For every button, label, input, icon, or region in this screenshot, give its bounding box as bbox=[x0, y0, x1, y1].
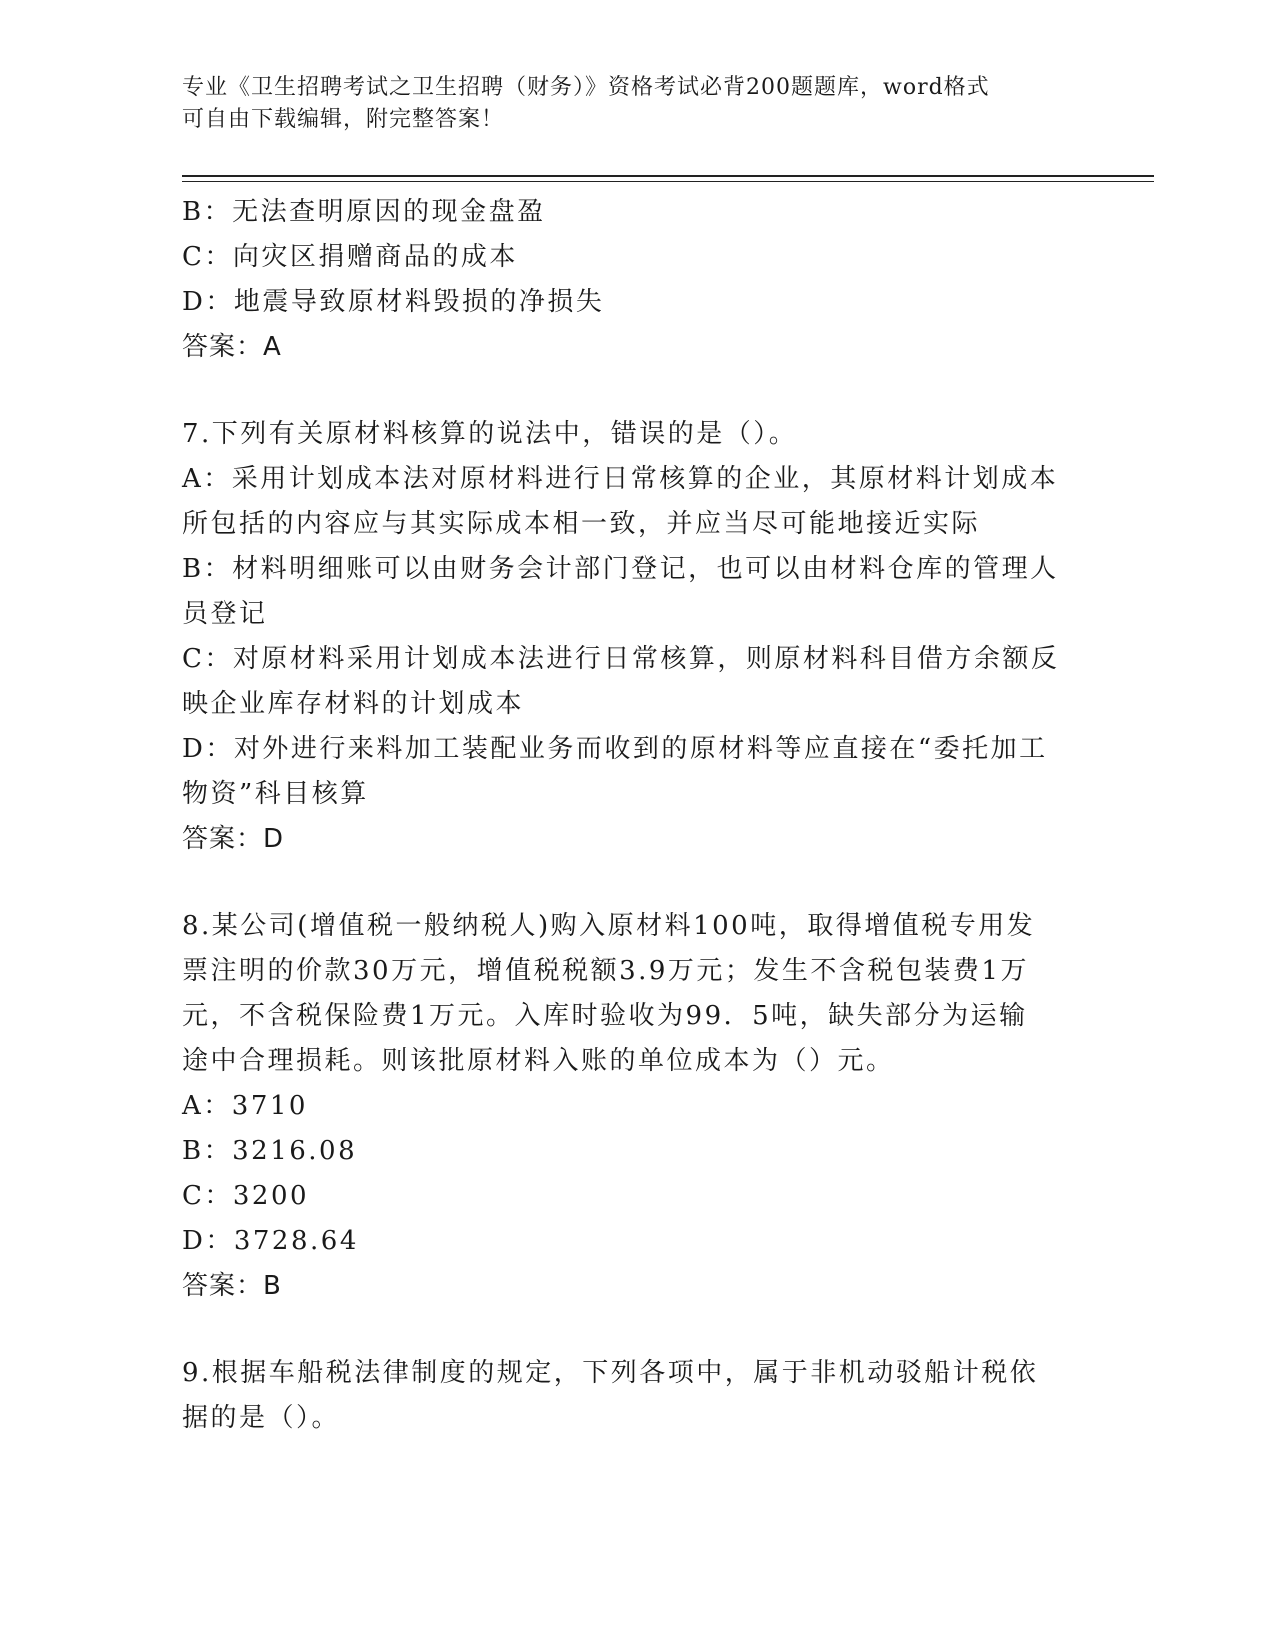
option-a: A：采用计划成本法对原材料进行日常核算的企业，其原材料计划成本 bbox=[182, 464, 1059, 494]
option-a: A：3710 bbox=[182, 1091, 308, 1121]
header-divider-thick bbox=[182, 175, 1154, 177]
option-d: D：地震导致原材料毁损的净损失 bbox=[182, 287, 605, 317]
option-d-cont: 物资”科目核算 bbox=[182, 779, 369, 809]
question-stem: 9.根据车船税法律制度的规定，下列各项中，属于非机动驳船计税依 bbox=[182, 1358, 1039, 1388]
option-b: B：材料明细账可以由财务会计部门登记，也可以由材料仓库的管理人 bbox=[182, 554, 1059, 584]
spacer bbox=[182, 1309, 1082, 1351]
header-divider-thin bbox=[182, 181, 1154, 182]
option-c: C：3200 bbox=[182, 1181, 310, 1211]
option-c: C：向灾区捐赠商品的成本 bbox=[182, 242, 518, 272]
answer: 答案：B bbox=[182, 1271, 282, 1301]
document-header bbox=[182, 72, 1062, 136]
question-8 bbox=[182, 904, 1082, 1309]
question-content bbox=[182, 190, 1082, 1441]
answer: 答案：A bbox=[182, 332, 282, 362]
header-line-1: 专业《卫生招聘考试之卫生招聘（财务）》资格考试必背200题题库，word格式 bbox=[182, 75, 990, 100]
question-9 bbox=[182, 1351, 1082, 1441]
question-stem-cont: 途中合理损耗。则该批原材料入账的单位成本为（）元。 bbox=[182, 1046, 895, 1076]
option-c-cont: 映企业库存材料的计划成本 bbox=[182, 689, 525, 719]
question-stem-cont: 元，不含税保险费1万元。入库时验收为99．5吨，缺失部分为运输 bbox=[182, 1001, 1028, 1031]
option-b: B：3216.08 bbox=[182, 1136, 358, 1166]
question-stem-cont: 据的是（）。 bbox=[182, 1403, 341, 1433]
spacer bbox=[182, 862, 1082, 904]
question-7 bbox=[182, 412, 1082, 862]
question-stem: 8.某公司(增值税一般纳税人)购入原材料100吨，取得增值税专用发 bbox=[182, 911, 1036, 941]
question-6-continued bbox=[182, 190, 1082, 370]
option-c: C：对原材料采用计划成本法进行日常核算，则原材料科目借方余额反 bbox=[182, 644, 1060, 674]
option-d: D：对外进行来料加工装配业务而收到的原材料等应直接在“委托加工 bbox=[182, 734, 1048, 764]
header-line-2: 可自由下载编辑，附完整答案！ bbox=[182, 107, 505, 132]
answer: 答案：D bbox=[182, 824, 285, 854]
option-b-cont: 员登记 bbox=[182, 599, 268, 629]
question-stem: 7.下列有关原材料核算的说法中，错误的是（）。 bbox=[182, 419, 798, 449]
option-d: D：3728.64 bbox=[182, 1226, 359, 1256]
option-b: B：无法查明原因的现金盘盈 bbox=[182, 197, 546, 227]
question-stem-cont: 票注明的价款30万元，增值税税额3.9万元；发生不含税包装费1万 bbox=[182, 956, 1029, 986]
spacer bbox=[182, 370, 1082, 412]
option-a-cont: 所包括的内容应与其实际成本相一致，并应当尽可能地接近实际 bbox=[182, 509, 981, 539]
